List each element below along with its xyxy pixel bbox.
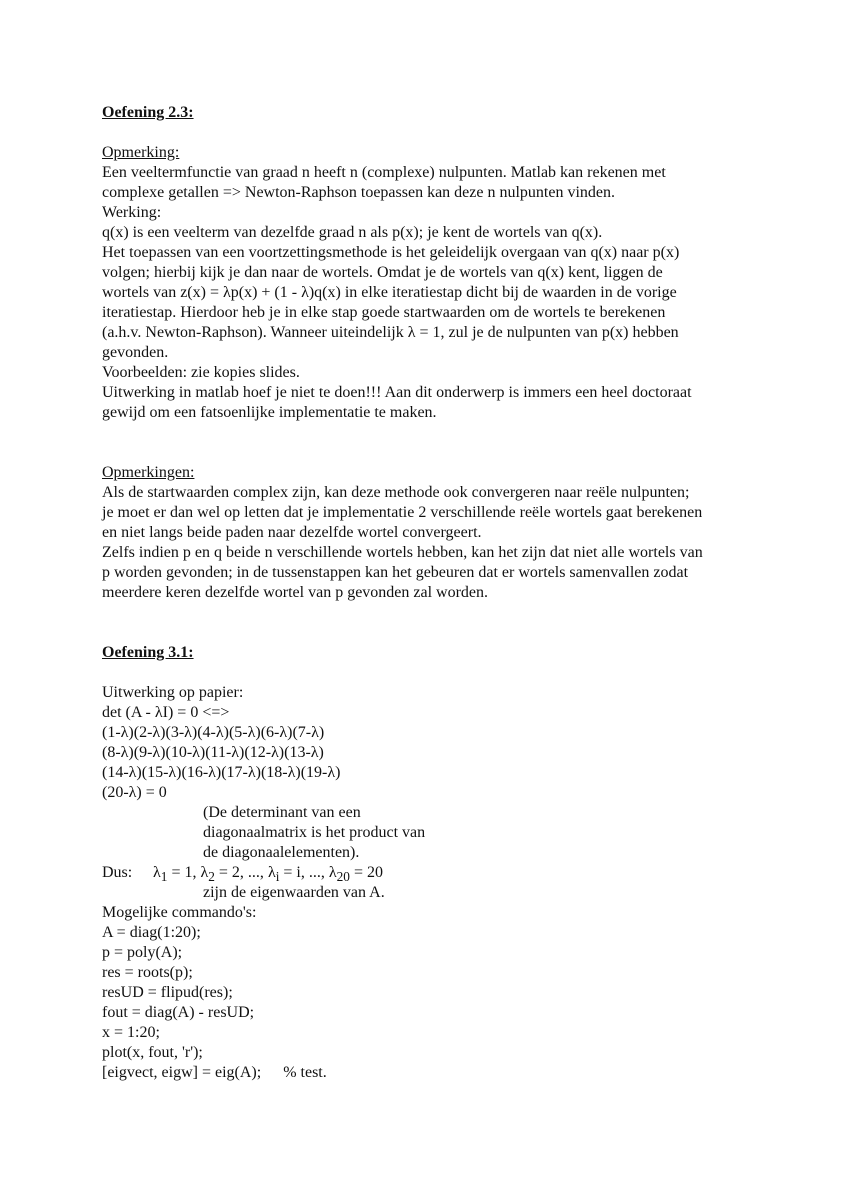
- determinant-note: [102, 803, 762, 863]
- remarks-label: Opmerkingen:: [102, 464, 195, 481]
- code-line: [102, 1063, 762, 1083]
- code-line: x = 1:20;: [102, 1024, 160, 1041]
- remark-label: Opmerking:: [102, 144, 180, 161]
- text-line: Het toepassen van een voortzettingsmethode is het geleidelijk overgaan van q(x) naar p(x): [102, 244, 680, 261]
- lambda-symbol: λ: [200, 864, 209, 881]
- code-line: p = poly(A);: [102, 944, 183, 961]
- subscript: 2: [208, 869, 215, 885]
- text-line: Uitwerking op papier:: [102, 684, 244, 701]
- text-line: (20-λ) = 0: [102, 784, 167, 801]
- lambda-symbol: λ: [267, 864, 276, 881]
- text-line: volgen; hierbij kijk je dan naar de wortels. Omdat je de wortels van q(x) kent, liggen de: [102, 264, 663, 281]
- subscript: 1: [160, 869, 168, 885]
- eigen-tail: zijn de eigenwaarden van A.: [203, 884, 385, 901]
- text-line: (1-λ)(2-λ)(3-λ)(4-λ)(5-λ)(6-λ)(7-λ): [102, 724, 325, 741]
- text-line: (8-λ)(9-λ)(10-λ)(11-λ)(12-λ)(13-λ): [102, 744, 324, 761]
- document-page: [102, 103, 762, 1083]
- eigen-text: = i, ...,: [279, 864, 329, 881]
- text-line: p worden gevonden; in de tussenstappen kan het gebeuren dat er wortels samenvallen zodat: [102, 564, 689, 581]
- code-line: A = diag(1:20);: [102, 924, 201, 941]
- text-line: (De determinant van een: [203, 804, 361, 821]
- lambda-symbol: λ: [328, 864, 337, 881]
- text-line: wortels van z(x) = λp(x) + (1 - λ)q(x) in elke iteratiestap dicht bij de waarden in de vorige: [102, 284, 677, 301]
- subscript: 20: [336, 869, 350, 885]
- code-line: fout = diag(A) - resUD;: [102, 1004, 255, 1021]
- text-line: Een veeltermfunctie van graad n heeft n (complexe) nulpunten. Matlab kan rekenen met: [102, 164, 666, 181]
- eigen-text: = 1,: [167, 864, 201, 881]
- text-line: iteratiestap. Hierdoor heb je in elke stap goede startwaarden om de wortels te berekenen: [102, 304, 666, 321]
- text-line: (a.h.v. Newton-Raphson). Wanneer uiteindelijk λ = 1, zul je de nulpunten van p(x) hebben: [102, 324, 679, 341]
- text-line: diagonaalmatrix is het product van: [203, 824, 426, 841]
- text-line: gevonden.: [102, 344, 169, 361]
- text-line: Zelfs indien p en q beide n verschillende wortels hebben, kan het zijn dat niet alle wortels van: [102, 544, 703, 561]
- subscript: i: [275, 869, 280, 885]
- section2-derivation: [102, 683, 762, 803]
- text-line: de diagonaalelementen).: [203, 844, 360, 861]
- text-line: meerdere keren dezelfde wortel van p gevonden zal worden.: [102, 584, 489, 601]
- text-line: Werking:: [102, 204, 162, 221]
- code-comment: % test.: [283, 1064, 327, 1081]
- code-line: res = roots(p);: [102, 964, 193, 981]
- text-line: Als de startwaarden complex zijn, kan deze methode ook convergeren naar reële nulpunten;: [102, 484, 690, 501]
- text-line: Uitwerking in matlab hoef je niet te doen!!! Aan dit onderwerp is immers een heel doctoraat: [102, 384, 692, 401]
- dus-label: Dus:: [102, 864, 133, 881]
- matlab-commands: [102, 923, 762, 1083]
- eigen-text: = 20: [349, 864, 383, 881]
- section1-paragraph: [102, 163, 762, 423]
- text-line: q(x) is een veelterm van dezelfde graad n als p(x); je kent de wortels van q(x).: [102, 224, 603, 241]
- code-line: plot(x, fout, 'r');: [102, 1044, 203, 1061]
- heading-oefening-2-3: Oefening 2.3:: [102, 104, 194, 121]
- text-line: en niet langs beide paden naar dezelfde wortel convergeert.: [102, 524, 482, 541]
- text-line: je moet er dan wel op letten dat je implementatie 2 verschillende reële wortels gaat berekenen: [102, 504, 703, 521]
- text-line: complexe getallen => Newton-Raphson toepassen kan deze n nulpunten vinden.: [102, 184, 616, 201]
- code-line: resUD = flipud(res);: [102, 984, 233, 1001]
- commands-label: Mogelijke commando's:: [102, 904, 257, 921]
- text-line: (14-λ)(15-λ)(16-λ)(17-λ)(18-λ)(19-λ): [102, 764, 341, 781]
- heading-oefening-3-1: Oefening 3.1:: [102, 644, 194, 661]
- remarks-paragraph: [102, 483, 762, 603]
- text-line: gewijd om een fatsoenlijke implementatie te maken.: [102, 404, 437, 421]
- text-line: Voorbeelden: zie kopies slides.: [102, 364, 300, 381]
- lambda-symbol: λ: [153, 864, 161, 881]
- code-text: [eigvect, eigw] = eig(A);: [102, 1064, 262, 1081]
- text-line: det (A - λI) = 0 <=>: [102, 704, 230, 721]
- eigen-text: = 2, ...,: [214, 864, 268, 881]
- eigenvalues-line: [102, 863, 762, 883]
